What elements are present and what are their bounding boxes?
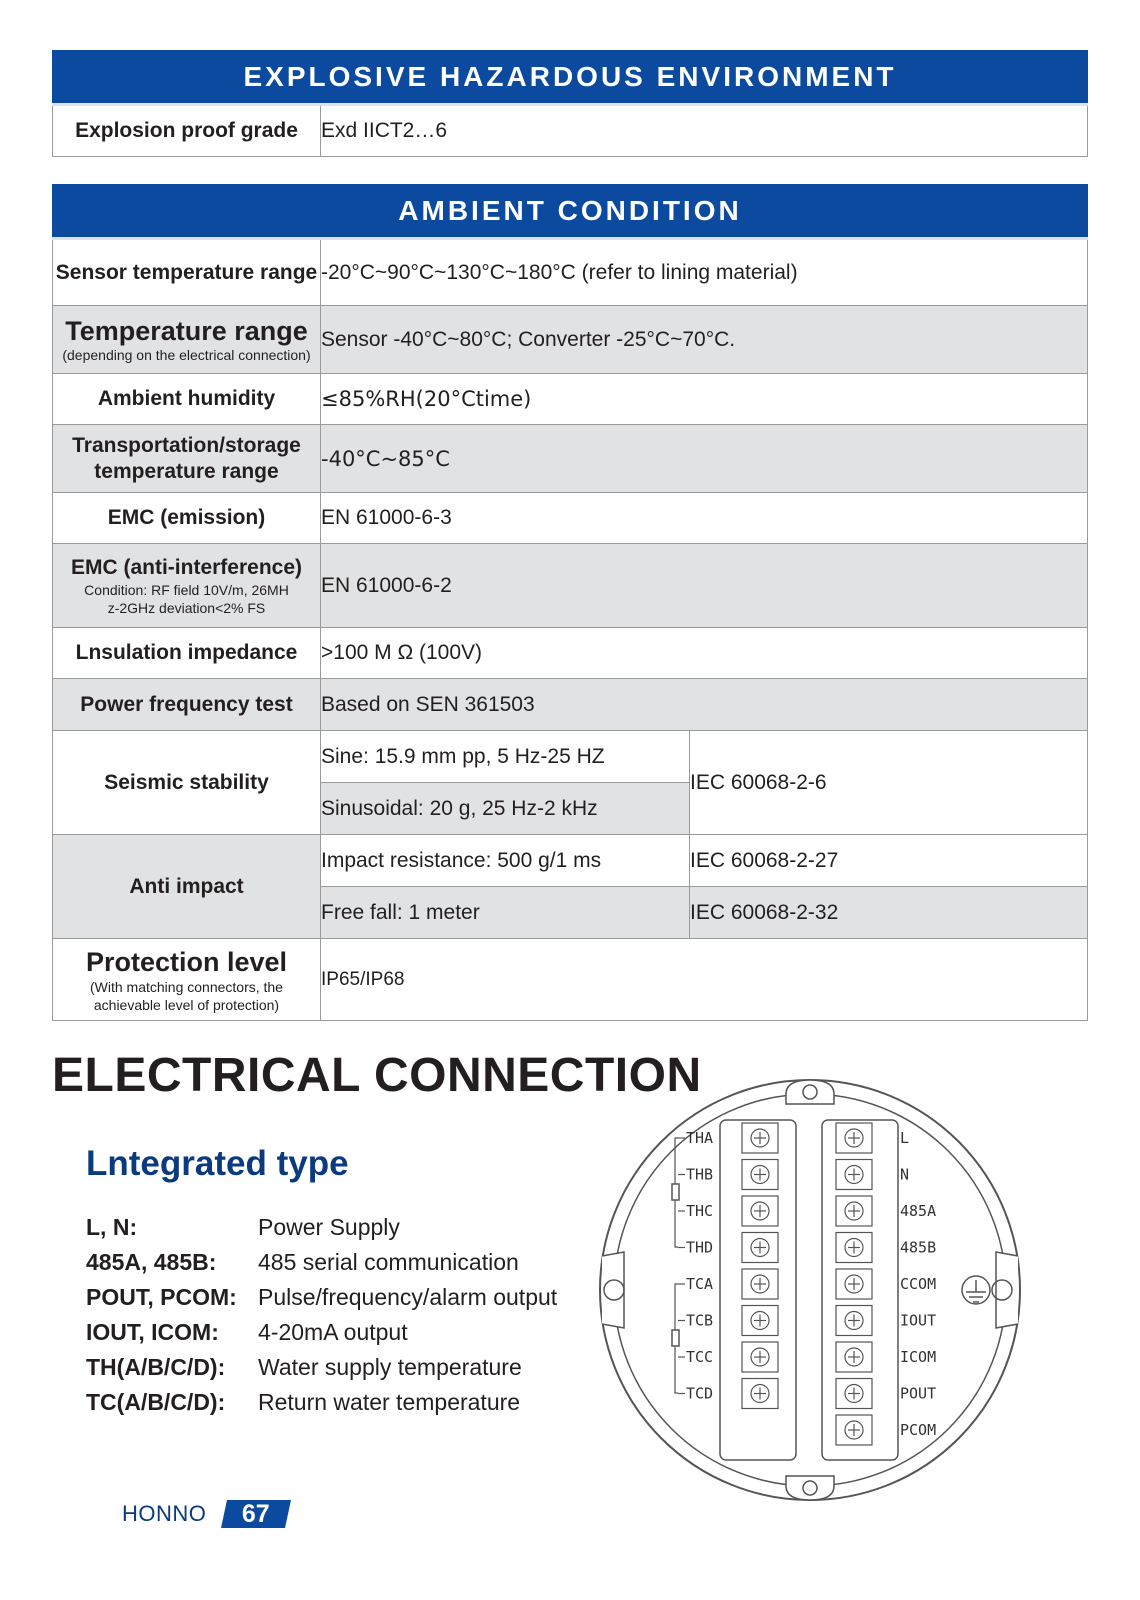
terminal-screw-right [836,1306,872,1336]
ground-icon [962,1276,990,1304]
terminal-label-left: TCC [686,1348,714,1366]
terminal-screw-right [836,1379,872,1409]
terminal-label-left: TCA [686,1275,714,1293]
legend-row [86,1210,557,1245]
terminal-label-left: THC [686,1202,714,1220]
legend-row [86,1315,557,1350]
legend-key: IOUT, ICOM: [86,1319,219,1345]
explosive-table [52,50,1088,157]
page-number: 67 [242,1499,271,1528]
emc-anti-value: EN 61000-6-2 [321,544,1088,628]
temp-range-value: Sensor -40°C~80°C; Converter -25°C~70°C. [321,306,1088,374]
terminal-label-left: THB [686,1165,714,1184]
terminal-screw-left [742,1306,778,1336]
humidity-value: ≤85%RH(20°Ctime) [321,374,1088,425]
resistor-tc-icon [672,1330,679,1346]
terminal-label-left: TCD [686,1384,714,1403]
terminal-screw-right [836,1123,872,1153]
explosive-title: EXPLOSIVE HAZARDOUS ENVIRONMENT [53,51,1088,105]
terminal-label-right: 485A [900,1202,937,1220]
legend-desc: Pulse/frequency/alarm output [258,1284,558,1310]
terminal-screw-right [836,1160,872,1190]
power-freq-label: Power frequency test [53,679,321,731]
insulation-label: Lnsulation impedance [53,628,321,679]
footer [122,1500,288,1528]
legend-row [86,1245,557,1280]
insulation-value: >100 M Ω (100V) [321,628,1088,679]
terminal-label-left: THD [686,1238,714,1257]
terminal-label-right: ICOM [900,1348,937,1366]
terminal-screw-left [742,1379,778,1409]
legend-desc: Power Supply [258,1214,400,1240]
freefall-value: Free fall: 1 meter [321,887,690,939]
legend-desc: 4-20mA output [258,1319,408,1345]
temp-range-label [53,306,321,374]
seismic-standard: IEC 60068-2-6 [690,731,1088,835]
emc-anti-note-line1: Condition: RF field 10V/m, 26MH [84,581,289,598]
legend-key: POUT, PCOM: [86,1284,237,1310]
terminal-screw-left [742,1269,778,1299]
top-boss [786,1080,834,1104]
explosion-proof-label: Explosion proof grade [53,105,321,157]
terminal-legend [86,1210,557,1420]
page-number-box [221,1500,291,1528]
ambient-table [52,184,1088,1021]
seismic-label: Seismic stability [53,731,321,835]
housing-inner-ring [614,1094,1006,1486]
terminal-screw-left [742,1123,778,1153]
temp-range-title: Temperature range [65,316,308,346]
terminal-screw-right [836,1196,872,1226]
transport-label-line2: temperature range [94,459,279,483]
protection-note-line1: (With matching connectors, the [90,978,283,995]
housing-outer-ring [600,1080,1020,1500]
terminal-label-right: N [900,1165,910,1184]
power-freq-value: Based on SEN 361503 [321,679,1088,731]
legend-desc: Return water temperature [258,1389,521,1415]
electrical-connection-title: ELECTRICAL CONNECTION [52,1049,702,1102]
explosion-proof-value: Exd IICT2…6 [321,105,1088,157]
legend-key: TC(A/B/C/D): [86,1389,226,1415]
bottom-boss [786,1476,834,1500]
legend-key: L, N: [86,1214,138,1240]
terminal-screw-left [742,1233,778,1263]
transport-label-line1: Transportation/storage [72,433,301,457]
legend-desc: 485 serial communication [258,1249,519,1275]
emc-anti-title: EMC (anti-interference) [70,555,303,579]
terminal-screw-right [836,1269,872,1299]
resistor-th-icon [672,1184,679,1200]
impact-label: Anti impact [53,835,321,939]
impact-resistance: Impact resistance: 500 g/1 ms [321,835,690,887]
seismic-sine: Sine: 15.9 mm pp, 5 Hz-25 HZ [321,731,690,783]
right-mount-lug [996,1252,1018,1328]
protection-title: Protection level [85,946,288,977]
emc-emission-value: EN 61000-6-3 [321,493,1088,544]
terminal-screw-right [836,1415,872,1445]
protection-note-line2: achievable level of protection) [93,996,280,1013]
terminal-screw-right [836,1342,872,1372]
temp-range-note: (depending on the electrical connection) [62,347,311,363]
sensor-temp-label: Sensor temperature range [53,239,321,306]
brand-name: HONNO [122,1501,207,1526]
legend-key: TH(A/B/C/D): [86,1354,226,1380]
terminal-label-left: THA [686,1129,714,1147]
terminal-label-right: IOUT [900,1311,937,1330]
terminal-diagram [590,1070,1030,1510]
integrated-type-title: Lntegrated type [86,1144,349,1183]
emc-anti-label [53,544,321,628]
seismic-sinusoidal: Sinusoidal: 20 g, 25 Hz-2 kHz [321,783,690,835]
emc-emission-label: EMC (emission) [53,493,321,544]
impact-resistance-std: IEC 60068-2-27 [690,835,1088,887]
terminal-label-right: CCOM [900,1275,937,1293]
terminal-label-left: TCB [686,1311,714,1330]
transport-value: -40°C~85°C [321,425,1088,493]
terminal-label-right: L [900,1129,910,1147]
humidity-label: Ambient humidity [53,374,321,425]
terminal-screw-left [742,1342,778,1372]
emc-anti-note-line2: z-2GHz deviation<2% FS [107,599,266,616]
protection-label [53,939,321,1021]
freefall-std: IEC 60068-2-32 [690,887,1088,939]
sensor-temp-value: -20°C~90°C~130°C~180°C (refer to lining material) [321,239,1088,306]
terminal-screw-left [742,1196,778,1226]
transport-label [53,425,321,493]
legend-row [86,1385,557,1420]
terminal-screw-left [742,1160,778,1190]
terminal-screw-right [836,1233,872,1263]
legend-row [86,1350,557,1385]
legend-desc: Water supply temperature [258,1354,522,1380]
legend-key: 485A, 485B: [86,1249,217,1275]
terminal-label-right: POUT [900,1384,937,1403]
left-mount-lug [602,1252,624,1328]
legend-row [86,1280,557,1315]
terminal-label-right: PCOM [900,1421,937,1439]
terminal-label-right: 485B [900,1238,937,1257]
ambient-title: AMBIENT CONDITION [53,185,1088,239]
protection-value: IP65/IP68 [321,939,1088,1021]
